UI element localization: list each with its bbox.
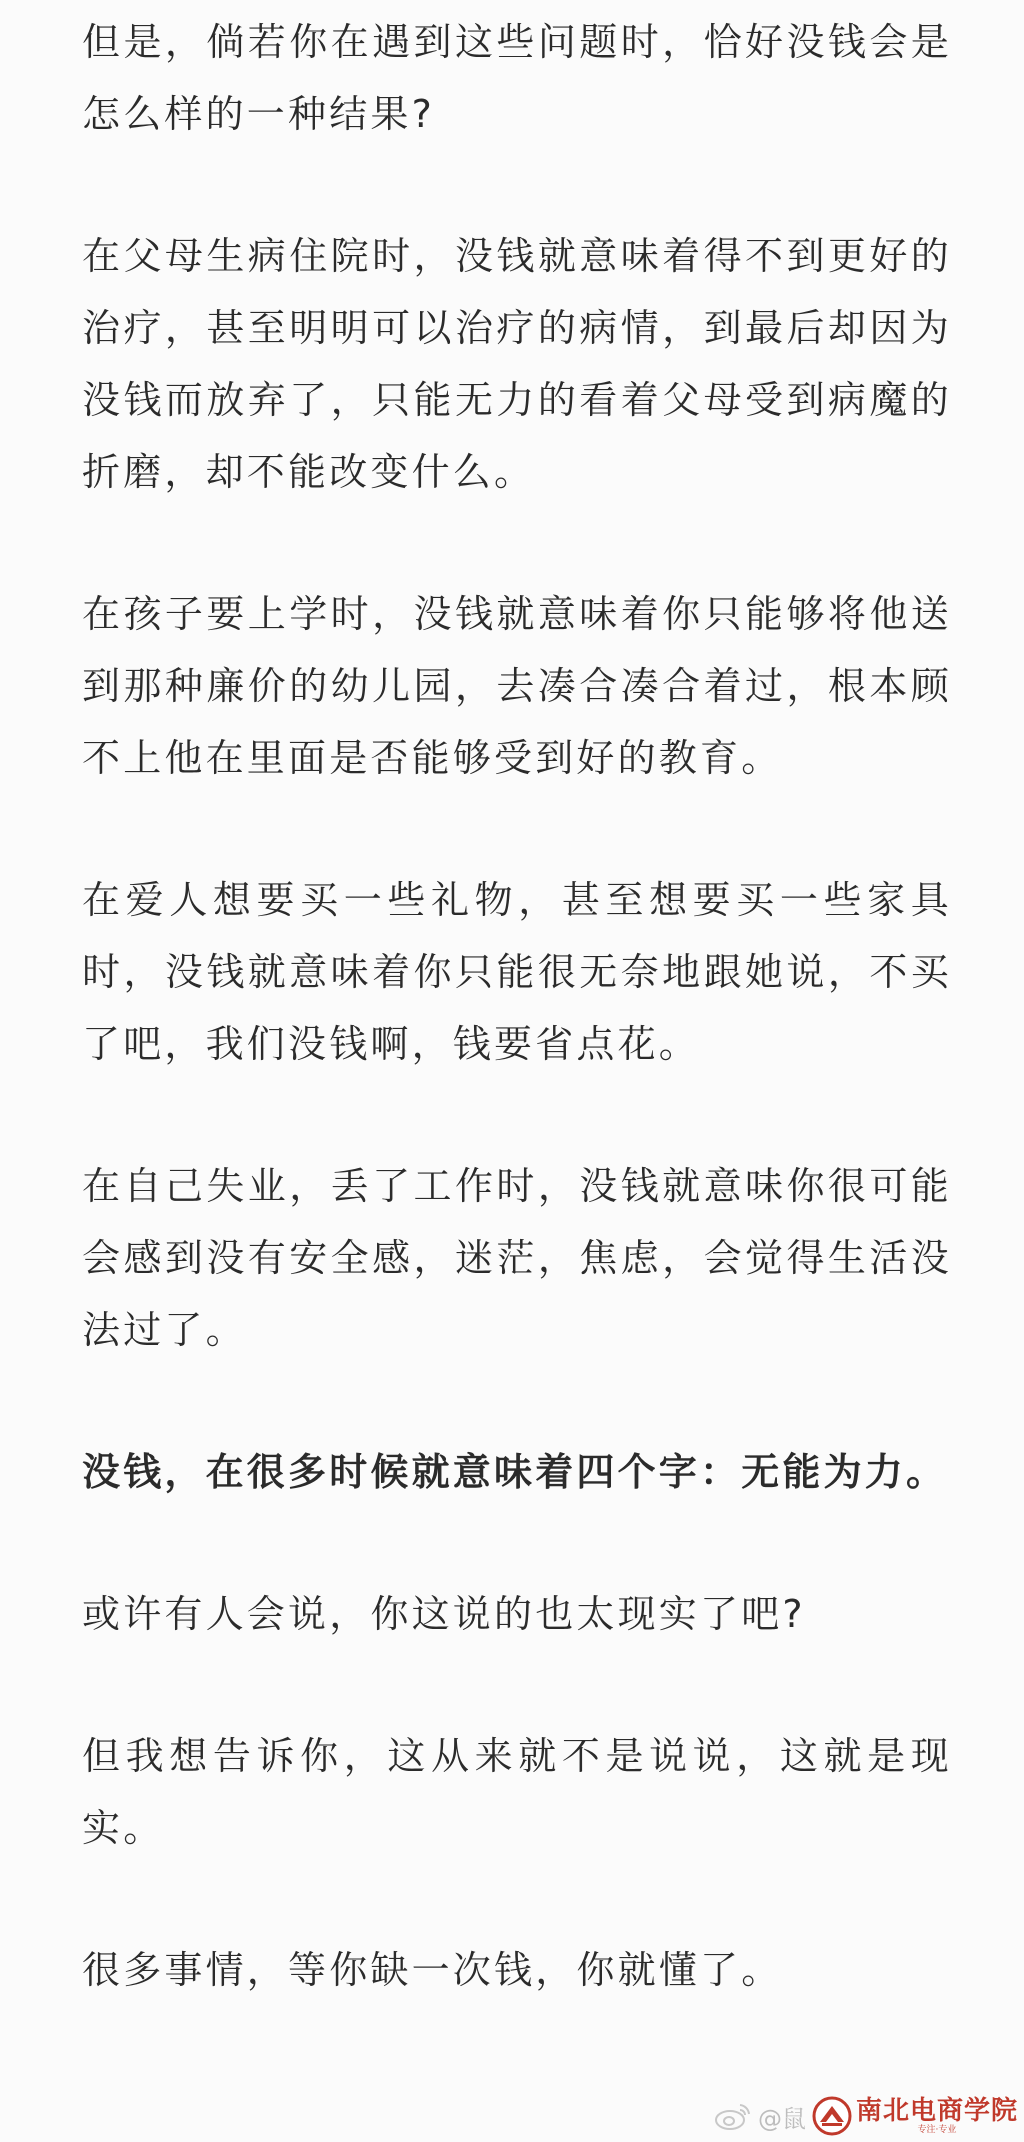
watermark-brand	[855, 2095, 1018, 2135]
article-body	[82, 6, 952, 2076]
weibo-icon	[714, 2101, 752, 2131]
paragraph-question: 但是，倘若你在遇到这些问题时，恰好没钱会是怎么样的一种结果?	[82, 20, 952, 136]
paragraph-conclusion: 很多事情，等你缺一次钱，你就懂了。	[82, 1948, 783, 1992]
watermark-brand-name: 南北电商学院	[855, 2095, 1018, 2126]
watermark-handle: @鼠	[757, 2104, 806, 2133]
paragraph-reply: 但我想告诉你，这从来就不是说说，这就是现实。	[82, 1734, 952, 1850]
watermark	[714, 2094, 1018, 2138]
paragraph-unemployed: 在自己失业，丢了工作时，没钱就意味你很可能会感到没有安全感，迷茫，焦虑，会觉得生活没法过了。	[82, 1164, 952, 1352]
paragraph-partner: 在爱人想要买一些礼物，甚至想要买一些家具时，没钱就意味着你只能很无奈地跟她说，不买了吧，我们没钱啊，钱要省点花。	[82, 878, 952, 1066]
paragraph-parents: 在父母生病住院时，没钱就意味着得不到更好的治疗，甚至明明可以治疗的病情，到最后却因为没钱而放弃了，只能无力的看着父母受到病魔的折磨，却不能改变什么。	[82, 234, 952, 494]
paragraph-children: 在孩子要上学时，没钱就意味着你只能够将他送到那种廉价的幼儿园，去凑合凑合着过，根本顾不上他在里面是否能够受到好的教育。	[82, 592, 952, 780]
watermark-slogan: 专注·专业	[917, 2124, 957, 2135]
school-logo-icon	[812, 2096, 852, 2136]
paragraph-objection: 或许有人会说，你这说的也太现实了吧?	[82, 1592, 806, 1636]
paragraph-emphasis: 没钱，在很多时候就意味着四个字：无能为力。	[82, 1450, 948, 1494]
